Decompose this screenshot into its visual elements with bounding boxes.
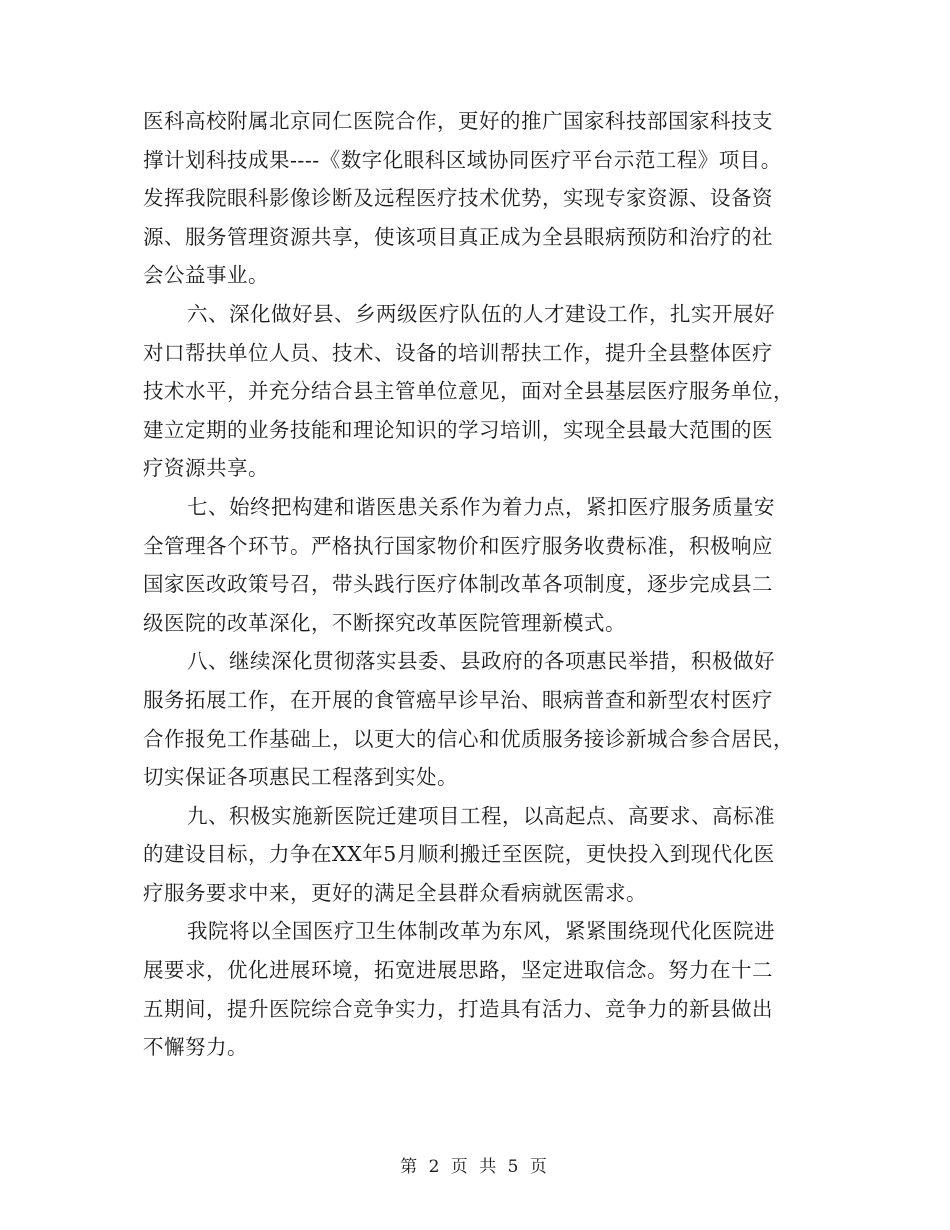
paragraph-start-line: 我院将以全国医疗卫生体制改革为东风，紧紧围绕现代化医院进 bbox=[187, 919, 775, 944]
text-line: 对口帮扶单位人员、技术、设备的培训帮扶工作，提升全县整体医疗 bbox=[143, 340, 773, 365]
page-number-footer: 第 2 页 共 5 页 bbox=[400, 1157, 550, 1177]
text-line: 建立定期的业务技能和理论知识的学习培训，实现全县最大范围的医 bbox=[143, 417, 773, 442]
paragraph-start-line: 九、积极实施新医院迁建项目工程，以高起点、高要求、高标准 bbox=[187, 803, 775, 828]
text-line: 的建设目标，力争在XX年5月顺利搬迁至医院，更快投入到现代化医 bbox=[143, 842, 775, 867]
text-line: 五期间，提升医院综合竞争实力，打造具有活力、竞争力的新县做出 bbox=[143, 996, 773, 1021]
text-line: 级医院的改革深化，不断探究改革医院管理新模式。 bbox=[143, 610, 626, 635]
paragraph-start-line: 八、继续深化贯彻落实县委、县政府的各项惠民举措，积极做好 bbox=[187, 649, 775, 674]
text-line: 疗资源共享。 bbox=[143, 456, 269, 481]
text-line: 技术水平，并充分结合县主管单位意见，面对全县基层医疗服务单位， bbox=[143, 379, 794, 404]
text-line: 合作报免工作基础上，以更大的信心和优质服务接诊新城合参合居民， bbox=[143, 726, 794, 751]
paragraph-start-line: 七、始终把构建和谐医患关系作为着力点，紧扣医疗服务质量安 bbox=[187, 494, 775, 519]
text-line: 医科高校附属北京同仁医院合作，更好的推广国家科技部国家科技支 bbox=[143, 109, 773, 133]
text-line: 发挥我院眼科影像诊断及远程医疗技术优势，实现专家资源、设备资 bbox=[143, 186, 773, 211]
text-line: 全管理各个环节。严格执行国家物价和医疗服务收费标准，积极响应 bbox=[143, 533, 773, 558]
body-text bbox=[143, 102, 823, 1067]
text-line: 源、服务管理资源共享，使该项目真正成为全县眼病预防和治疗的社 bbox=[143, 224, 773, 249]
text-line: 会公益事业。 bbox=[143, 263, 269, 288]
text-line: 展要求，优化进展环境，拓宽进展思路，坚定进取信念。努力在十二 bbox=[143, 958, 773, 983]
paragraph-start-line: 六、深化做好县、乡两级医疗队伍的人才建设工作，扎实开展好 bbox=[187, 301, 775, 326]
text-line: 疗服务要求中来，更好的满足全县群众看病就医需求。 bbox=[143, 880, 647, 905]
text-line: 撑计划科技成果----《数字化眼科区域协同医疗平台示范工程》项目。 bbox=[143, 147, 782, 172]
text-line: 服务拓展工作，在开展的食管癌早诊早治、眼病普查和新型农村医疗 bbox=[143, 687, 773, 712]
text-line: 国家医改政策号召，带头践行医疗体制改革各项制度，逐步完成县二 bbox=[143, 572, 773, 597]
text-line: 切实保证各项惠民工程落到实处。 bbox=[143, 765, 458, 790]
text-line: 不懈努力。 bbox=[143, 1035, 248, 1060]
